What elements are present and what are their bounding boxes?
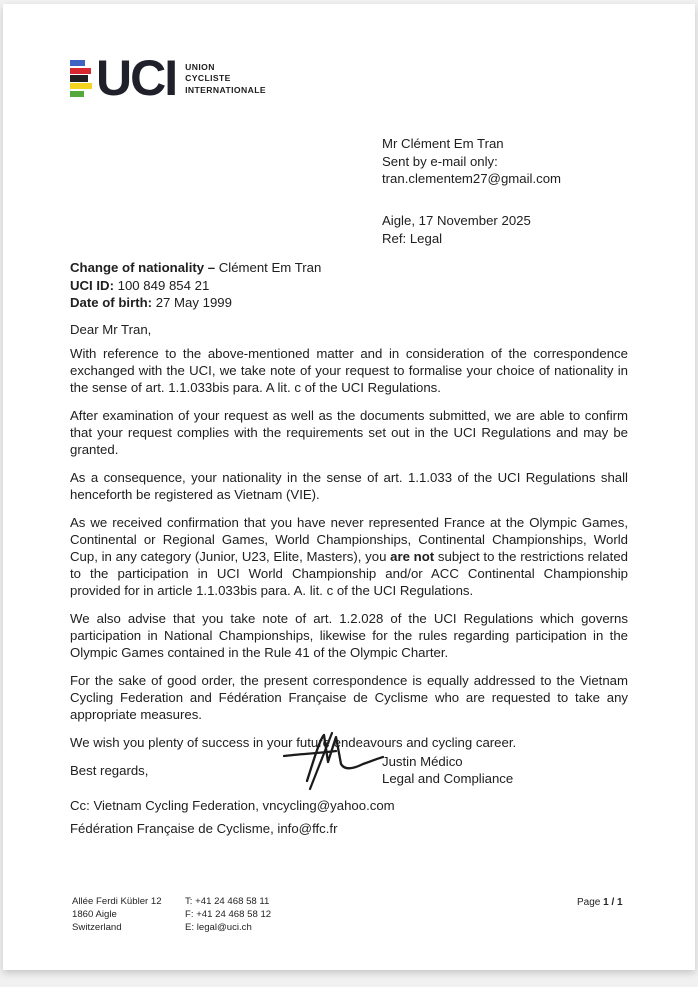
- cc-line-1: Cc: Vietnam Cycling Federation, vncycling@yahoo.com: [70, 798, 395, 813]
- uci-org-name: [185, 57, 266, 96]
- place-and-date: Aigle, 17 November 2025: [382, 213, 531, 228]
- stripe-black: [70, 75, 88, 81]
- signer-block: [382, 753, 513, 787]
- paragraph-4-bold: are not: [390, 549, 435, 564]
- page-value: 1 / 1: [603, 897, 623, 908]
- uci-wordmark: UCI: [96, 50, 177, 106]
- stripe-green: [70, 91, 84, 97]
- recipient-email: tran.clementem27@gmail.com: [382, 171, 562, 186]
- paragraph-5: We also advise that you take note of art. 1.2.028 of the UCI Regulations which governs participation in National Championships, likewise for the rules regarding participation in the Olympic Games contained in the Rule 41 of the Olympic Charter.: [70, 611, 628, 660]
- paragraph-3: As a consequence, your nationality in the sense of art. 1.1.033 of the UCI Regulations shall henceforth be registered as Vietnam (VIE).: [70, 470, 628, 502]
- paragraph-1: With reference to the above-mentioned matter and in consideration of the correspondence exchanged with the UCI, we take note of your request to formalise your choice of nationality in the sense of art. 1.1.033bis para. A lit. c of the UCI Regulations.: [70, 346, 628, 395]
- dateline-block: [382, 212, 531, 247]
- footer-country: Switzerland: [72, 922, 122, 933]
- signer-title: Legal and Compliance: [382, 771, 514, 786]
- page-number: [577, 896, 623, 909]
- closing-line: Best regards,: [70, 763, 149, 778]
- page-label: Page: [577, 897, 604, 908]
- subject-block: [70, 259, 321, 312]
- footer-phone: T: +41 24 468 58 11: [185, 896, 270, 907]
- org-line-union: UNION: [185, 62, 215, 72]
- paragraph-6: For the sake of good order, the present correspondence is equally addressed to the Vietnam Cycling Federation and Fédération Française de Cyclisme who are requested to take any appropriate measures.: [70, 673, 628, 722]
- stripe-blue: [70, 60, 85, 66]
- dob-value: 27 May 1999: [152, 295, 232, 310]
- stripe-red: [70, 68, 91, 74]
- footer-email: E: legal@uci.ch: [185, 922, 252, 933]
- reference-line: Ref: Legal: [382, 230, 443, 246]
- footer-fax: F: +41 24 468 58 12: [185, 909, 272, 920]
- letter-body: [70, 321, 628, 790]
- subject-title: [70, 259, 321, 277]
- paragraph-4-after: subject to the restrictions related to the participation in UCI World Championship and/or ACC Continental Championship provided for in article 1.1.033bis para. A. lit. c of the UCI Regulations.: [70, 549, 628, 598]
- footer-address: [72, 895, 162, 934]
- subject-uci-id: [70, 277, 321, 295]
- subject-title-bold: Change of nationality –: [70, 260, 216, 275]
- paragraph-4-before: As we received confirmation that you have never represented France at the Olympic Games, Continental or Regional Games, World Championships, Continental Championships, World Cup, in any category (Junior, U23, Elite, Masters), you: [70, 515, 628, 564]
- recipient-block: [382, 135, 561, 188]
- stripe-yellow: [70, 83, 92, 89]
- footer-city: 1860 Aigle: [72, 909, 117, 920]
- recipient-name: Mr Clément Em Tran: [382, 136, 504, 151]
- paragraph-4: [70, 514, 628, 599]
- dob-label: Date of birth:: [70, 295, 153, 310]
- uci-logo: [70, 50, 266, 106]
- cc-line-2: Fédération Française de Cyclisme, info@ffc.fr: [70, 821, 338, 836]
- subject-title-name: Clément Em Tran: [215, 260, 322, 275]
- paragraph-2: After examination of your request as well as the documents submitted, we are able to confirm that your request complies with the requirements set out in the UCI Regulations and may be granted.: [70, 408, 628, 457]
- uci-rainbow-stripes-icon: [70, 60, 92, 98]
- org-line-cycliste: CYCLISTE: [185, 73, 231, 84]
- paragraph-7: We wish you plenty of success in your future endeavours and cycling career.: [70, 735, 517, 750]
- org-line-internationale: INTERNATIONALE: [185, 84, 266, 95]
- signer-name: Justin Médico: [382, 754, 463, 769]
- uci-id-label: UCI ID:: [70, 277, 114, 293]
- handwritten-signature-icon: [283, 731, 385, 796]
- salutation: Dear Mr Tran,: [70, 322, 152, 337]
- subject-dob: [70, 294, 321, 312]
- footer-street: Allée Ferdi Kübler 12: [72, 896, 162, 907]
- footer-contact: [185, 895, 271, 934]
- letter-page: [3, 4, 695, 970]
- recipient-delivery-method: Sent by e-mail only:: [382, 153, 498, 169]
- uci-id-value: 100 849 854 21: [113, 277, 210, 293]
